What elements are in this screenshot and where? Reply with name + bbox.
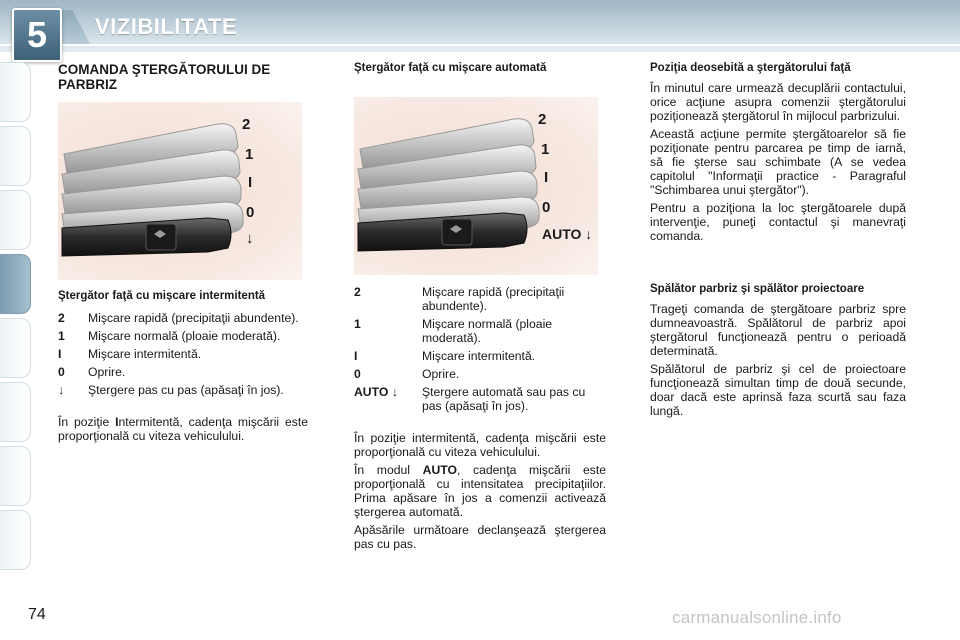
note-rest: ntermitentă, cadenţa mişcării este proporţională cu viteza vehiculului. [58,415,309,443]
watermark: carmanualsonline.info [672,608,842,627]
para-washer-1: Trageţi comanda de ştergătoare parbriz spre dumneavoastră. Spălătorul de parbriz apoi ştergătorul funcţionează pentru o perioadă determinată. [650,302,906,358]
item-key-auto: AUTO ↓ [354,385,398,399]
side-tab-4-active[interactable] [0,254,31,314]
side-tab-2[interactable] [0,126,31,186]
para-prefix: În modul [354,463,423,477]
chapter-badge: 5 [12,8,62,62]
para-special-1: În minutul care urmează decuplării contactului, orice acţiune asupra comenzii ştergătorului poziţionează ştergătorul în mijlocul parbrizului. [650,81,906,123]
figure-wiper-stalk-intermittent [58,102,302,280]
para-auto-mode [354,463,606,519]
list-intermittent-positions [58,311,308,397]
list-item [354,385,606,413]
list-item [58,311,308,325]
list-item [58,383,308,397]
side-tab-6[interactable] [0,382,31,442]
para-bold: AUTO [422,463,457,477]
item-key: 0 [58,365,65,379]
side-chapter-tabs [0,62,34,582]
item-key: 2 [58,311,65,325]
side-tab-7[interactable] [0,446,31,506]
item-text: Mişcare normală (ploaie moderată). [422,317,553,345]
item-text: Ştergere pas cu pas (apăsaţi în jos). [88,383,284,397]
column-wiper-control [58,62,308,447]
item-key: 1 [354,317,361,331]
header-divider [0,44,960,46]
item-text: Mişcare rapidă (precipitaţii abundente). [422,285,565,313]
item-key: I [58,347,62,361]
item-key: I [354,349,358,363]
down-arrow-icon: ↓ [58,383,65,397]
figure-label-1: 1 [245,146,254,163]
list-item [354,285,606,313]
para-step-by-step: Apăsările următoare declanşează ştergerea pas cu pas. [354,523,606,551]
side-tab-3[interactable] [0,190,31,250]
item-text: Oprire. [88,365,126,379]
list-item [354,367,606,381]
note-intermittent [58,415,308,443]
item-text: Ştergere automată sau pas cu pas (apăsaţi în jos). [422,385,586,413]
list-item [58,329,308,343]
wiper-stalk-illustration [58,102,302,280]
item-text: Mişcare normală (ploaie moderată). [88,329,281,343]
column-special-position [650,62,906,422]
figure-label-auto: AUTO ↓ [542,226,593,242]
figure-label-I: I [544,169,549,186]
list-item [354,317,606,345]
side-tab-8[interactable] [0,510,31,570]
para-special-3: Pentru a poziţiona la loc ştergătoarele după intervenţie, puneţi contactul şi manevraţi comanda. [650,201,906,243]
figure-label-0: 0 [542,199,551,216]
figure-label-2: 2 [242,116,251,133]
figure-label-0: 0 [246,204,255,221]
figure-label-I: I [248,174,253,191]
list-item [58,347,308,361]
list-auto-positions [354,285,606,413]
wiper-stalk-auto-illustration [354,97,598,275]
item-text: Mişcare rapidă (precipitaţii abundente). [88,311,299,325]
figure-label-down-arrow: ↓ [246,230,254,247]
para-special-2: Această acţiune permite ştergătoarelor să fie poziţionate pentru parcarea pe timp de iarnă, să fie şterse sau schimbate (A se vedea capitolul "Informaţii practice - Paragraful "Schimbarea unui ştergător"). [650,127,906,197]
list-item [354,349,606,363]
item-text: Oprire. [422,367,460,381]
figure-wiper-stalk-auto [354,97,598,275]
column-automatic-wiper [354,62,606,555]
list-item [58,365,308,379]
item-key: 2 [354,285,361,299]
item-text: Mişcare intermitentă. [422,349,536,363]
note-bold: I [115,415,119,429]
side-tab-1[interactable] [0,62,31,122]
section-title-special-position: Poziţia deosebită a ştergătorului faţă [650,62,851,74]
item-text: Mişcare intermitentă. [88,347,202,361]
para-rest: , cadenţa mişcării este proporţională cu intensitatea precipitaţiilor. Prima apăsare în jos a comenzii activează ştergerea automată. [354,463,606,519]
item-key: 1 [58,329,65,343]
subtitle-intermittent: Ştergător faţă cu mişcare intermitentă [58,290,266,302]
para-intermittent: În poziţie intermitentă, cadenţa mişcării este proporţională cu viteza vehiculului. [354,431,606,459]
section-title-washer: Spălător parbriz şi spălător proiectoare [650,283,865,295]
figure-label-1: 1 [541,141,550,158]
section-title-wiper-control: COMANDA ŞTERGĂTORULUI DE PARBRIZ [58,62,271,92]
section-title-automatic: Ştergător faţă cu mişcare automată [354,62,547,74]
para-washer-2: Spălătorul de parbriz şi cel de proiectoare funcţionează simultan timp de două secunde, doar dacă este aprinsă faza scurtă sau faza lungă. [650,362,906,418]
item-key: 0 [354,367,361,381]
side-tab-5[interactable] [0,318,31,378]
page-number: 74 [28,606,46,623]
figure-label-2: 2 [538,111,547,128]
page-title: VIZIBILITATE [95,14,238,39]
note-prefix: În poziţie [58,415,116,429]
